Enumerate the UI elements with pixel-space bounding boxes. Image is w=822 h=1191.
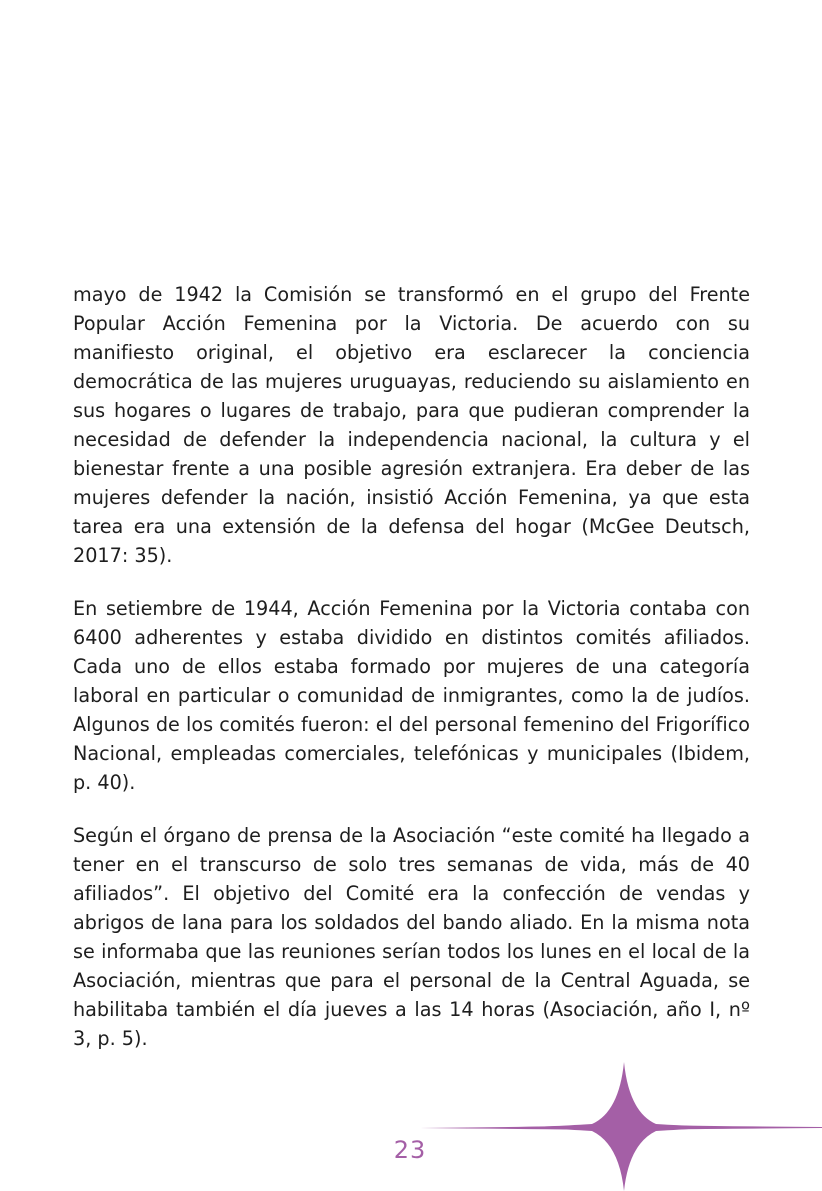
- body-text: [73, 280, 750, 1077]
- paragraph-3: Según el órgano de prensa de la Asociación “este comité ha llegado a tener en el transcurso de solo tres semanas de vida, más de 40 afiliados”. El objetivo del Comité era la confección de vendas y abrigos de lana para los soldados del bando aliado. En la misma nota se informaba que las reuniones serían todos los lunes en el local de la Asociación, mientras que para el personal de la Central Aguada, se habilitaba también el día jueves a las 14 horas (Asociación, año I, nº 3, p. 5).: [73, 824, 750, 1050]
- page-number: 23: [393, 1136, 427, 1164]
- paragraph-1: mayo de 1942 la Comisión se transformó en el grupo del Frente Popular Acción Femenina por la Victoria. De acuerdo con su manifiesto original, el objetivo era esclarecer la conciencia democrática de las mujeres uruguayas, reduciendo su aislamiento en sus hogares o lugares de trabajo, para que pudieran comprender la necesidad de defender la independencia nacional, la cultura y el bienestar frente a una posible agresión extranjera. Era deber de las mujeres defender la nación, insistió Acción Femenina, ya que esta tarea era una extensión de la defensa del hogar (McGee Deutsch, 2017: 35).: [73, 283, 750, 567]
- paragraph-2: En setiembre de 1944, Acción Femenina por la Victoria contaba con 6400 adherentes y estaba dividido en distintos comités afiliados. Cada uno de ellos estaba formado por mujeres de una categoría laboral en particular o comunidad de inmigrantes, como la de judíos. Algunos de los comités fueron: el del personal femenino del Frigorífico Nacional, empleadas comerciales, telefónicas y municipales (Ibidem, p. 40).: [73, 597, 750, 794]
- four-point-star-icon: [420, 1060, 822, 1191]
